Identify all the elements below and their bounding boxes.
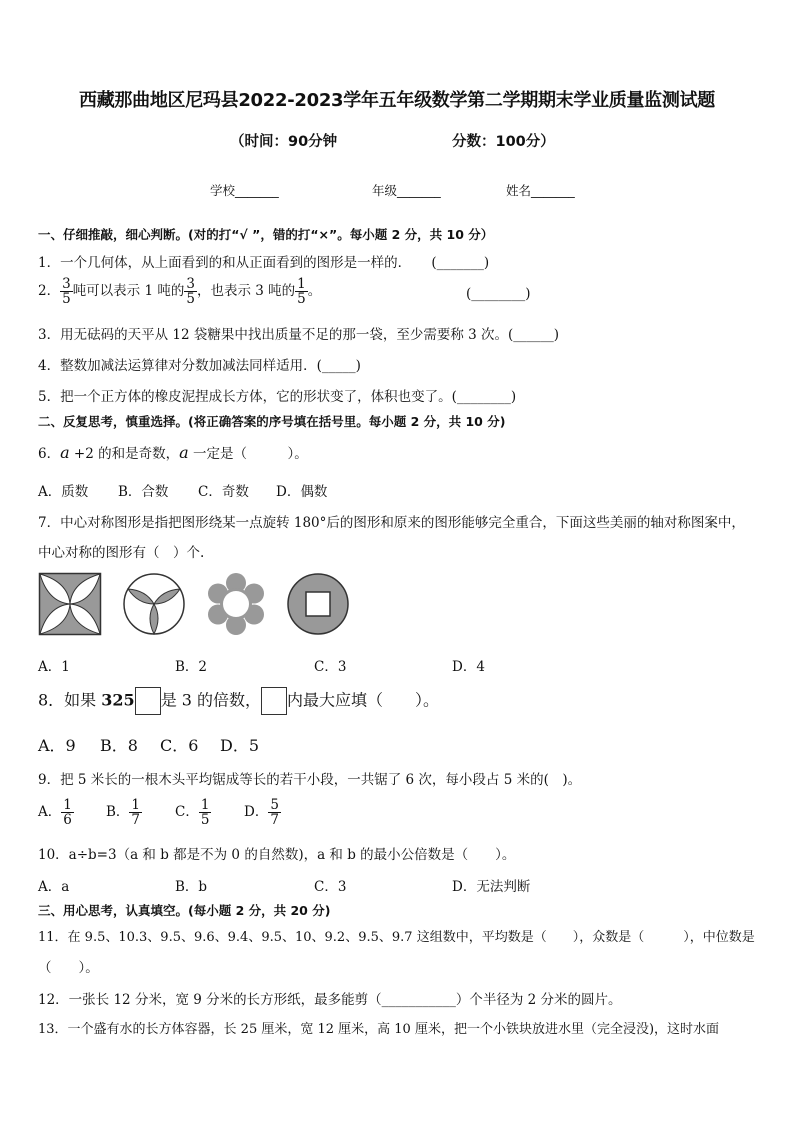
question-10-option-d[interactable]: D．无法判断: [452, 879, 531, 895]
fraction-3-5: $\frac{3}{5}$: [62, 276, 71, 308]
name-field[interactable]: 姓名_______: [506, 183, 575, 198]
question-9-option-d[interactable]: D． $\frac{5}{7}$: [244, 797, 279, 829]
exam-score: 分数：100分）: [452, 134, 555, 150]
grade-field[interactable]: 年级_______: [372, 183, 441, 198]
question-6: 6．a +2 的和是奇数，a 一定是（ ）。: [38, 443, 308, 462]
digit-box[interactable]: [135, 687, 161, 715]
question-1: 1．一个几何体，从上面看到的和从正面看到的图形是一样的． (_______): [38, 255, 490, 271]
question-2-blank[interactable]: (________): [466, 286, 531, 302]
question-8-option-b[interactable]: B．8: [100, 736, 138, 755]
question-6-option-c[interactable]: C．奇数: [198, 484, 249, 500]
question-11-line-2: （ ）。: [38, 960, 99, 976]
question-2-number: 2．: [38, 283, 61, 300]
question-8-option-c[interactable]: C．6: [160, 736, 199, 755]
question-7-option-c[interactable]: C．3: [314, 659, 347, 675]
question-7-line-1: 7．中心对称图形是指把图形绕某一点旋转 180°后的图形和原来的图形能够完全重合，下面这些美丽的轴对称图案中，: [38, 515, 745, 531]
digit-box-2[interactable]: [261, 687, 287, 715]
question-4: 4．整数加减法运算律对分数加减法同样适用．(_____): [38, 358, 361, 374]
question-7-line-2: 中心对称的图形有（ ）个.: [38, 545, 205, 561]
question-9-option-b[interactable]: B． $\frac{1}{7}$: [106, 797, 141, 829]
question-10: 10．a÷b=3（a 和 b 都是不为 0 的自然数)，a 和 b 的最小公倍数是（ ）。: [38, 847, 516, 863]
question-10-option-a[interactable]: A．a: [38, 879, 70, 895]
question-6-option-b[interactable]: B．合数: [118, 484, 169, 500]
question-7-option-a[interactable]: A．1: [38, 659, 70, 675]
question-9-option-a[interactable]: A． $\frac{1}{6}$: [38, 797, 72, 829]
question-7-option-d[interactable]: D．4: [452, 659, 485, 675]
section-1-heading: 一、仔细推敲，细心判断。(对的打“√ ”，错的打“×”。每小题 2 分，共 10 分）: [38, 227, 494, 242]
question-8: 8．如果 325 是 3 的倍数， 内最大应填（ ）。: [38, 687, 439, 715]
question-13: 13．一个盛有水的长方体容器，长 25 厘米，宽 12 厘米，高 10 厘米，把一个小铁块放进水里（完全浸没)，这时水面: [38, 1022, 720, 1037]
fraction-3-5-b: $\frac{3}{5}$: [186, 276, 195, 308]
circle-petal-pattern-icon: [122, 572, 186, 636]
question-6-option-d[interactable]: D．偶数: [276, 484, 328, 500]
variable-a-2: a: [179, 443, 189, 462]
exam-title: 西藏那曲地区尼玛县2022-2023学年五年级数学第二学期期末学业质量监测试题: [79, 90, 715, 111]
question-7-option-b[interactable]: B．2: [175, 659, 208, 675]
exam-time: （时间：90分钟: [230, 134, 338, 150]
question-9: 9．把 5 米长的一根木头平均锯成等长的若干小段，一共锯了 6 次，每小段占 5 米的( )。: [38, 772, 582, 788]
question-5: 5．把一个正方体的橡皮泥捏成长方体，它的形状变了，体积也变了。(________): [38, 389, 517, 405]
question-2-text-3: 。: [307, 283, 322, 300]
question-8-option-a[interactable]: A．9: [38, 736, 76, 755]
question-12: 12．一张长 12 分米，宽 9 分米的长方形纸，最多能剪（___________）个半径为 2 分米的圆片。: [38, 992, 622, 1008]
question-6-option-a[interactable]: A．质数: [38, 484, 89, 500]
question-10-option-c[interactable]: C．3: [314, 879, 347, 895]
variable-a: a: [60, 443, 70, 462]
question-8-option-d[interactable]: D．5: [220, 736, 260, 755]
section-2-heading: 二、反复思考，慎重选择。(将正确答案的序号填在括号里。每小题 2 分，共 10 分): [38, 414, 506, 429]
question-9-option-c[interactable]: C． $\frac{1}{5}$: [175, 797, 210, 829]
school-field[interactable]: 学校_______: [210, 183, 279, 198]
fraction-1-5: $\frac{1}{5}$: [297, 276, 306, 308]
question-2-text-2: ，也表示 3 吨的: [196, 283, 296, 300]
square-leaf-pattern-icon: [38, 572, 102, 636]
coin-pattern-icon: [286, 572, 350, 636]
question-10-option-b[interactable]: B．b: [175, 879, 208, 895]
question-2: [38, 277, 321, 306]
flower-pattern-icon: [204, 572, 268, 636]
question-11-line-1: 11．在 9.5、10.3、9.5、9.6、9.4、9.5、10、9.2、9.5、9.7 这组数中，平均数是（ ），众数是（ ），中位数是: [38, 930, 755, 945]
section-3-heading: 三、用心思考，认真填空。(每小题 2 分，共 20 分): [38, 903, 331, 918]
question-2-text-1: 吨可以表示 1 吨的: [72, 283, 185, 300]
question-3: 3．用无砝码的天平从 12 袋糖果中找出质量不足的那一袋，至少需要称 3 次。(______): [38, 327, 560, 343]
